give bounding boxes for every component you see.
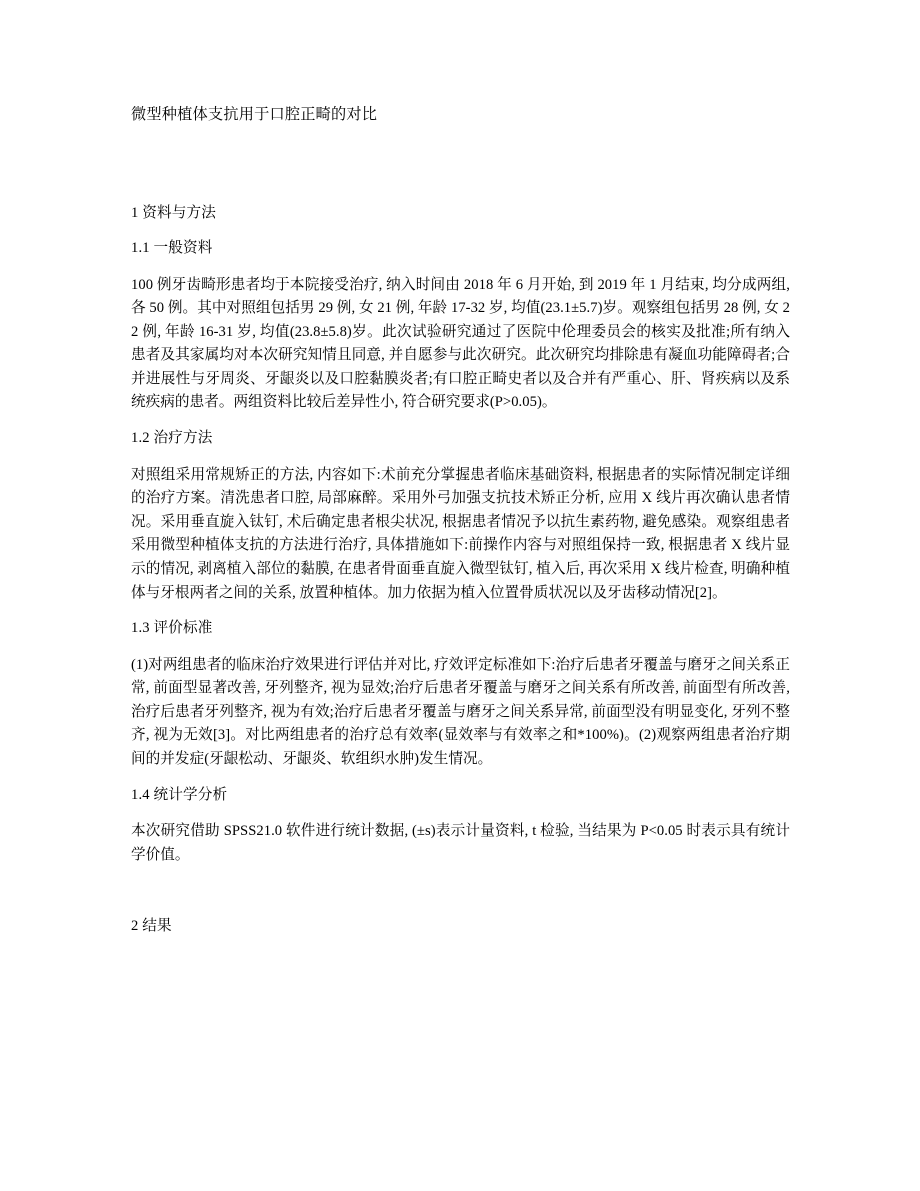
page-title: 微型种植体支抗用于口腔正畸的对比 xyxy=(131,106,378,123)
section-heading-1-1: 1.1 一般资料 xyxy=(131,240,213,256)
paragraph-1-3: (1)对两组患者的临床治疗效果进行评估并对比, 疗效评定标准如下:治疗后患者牙覆盖与磨牙之间关系正常, 前面型显著改善, 牙列整齐, 视为显效;治疗后患者牙覆盖与磨牙之间关系有所改善, 前面型有所改善, 治疗后患者牙列整齐, 视为有效;治疗后患者牙覆盖与磨牙之间关系异常, 前面型没有明显变化, 牙列不整齐, 视为无效[3]。对比两组患者的治疗总有效率(显效率与有效率之和*100%)。(2)观察两组患者治疗期间的并发症(牙龈松动、牙龈炎、软组织水肿)发生情况。 xyxy=(131,656,790,767)
document-content xyxy=(131,0,790,939)
section-heading-1-2: 1.2 治疗方法 xyxy=(131,430,213,447)
section-heading-1-3: 1.3 评价标准 xyxy=(131,620,213,637)
paragraph-1-2: 对照组采用常规矫正的方法, 内容如下:术前充分掌握患者临床基础资料, 根据患者的实际情况制定详细的治疗方案。清洗患者口腔, 局部麻醉。采用外弓加强支抗技术矫正分析, 应用 X 线片再次确认患者情况。采用垂直旋入钛钉, 术后确定患者根尖状况, 根据患者情况予以抗生素药物, 避免感染。观察组患者采用微型种植体支抗的方法进行治疗, 具体措施如下:前操作内容与对照组保持一致, 根据患者 X 线片显示的情况, 剥离植入部位的黏膜, 在患者骨面垂直旋入微型钛钉, 植入后, 再次采用 X 线片检查, 明确种植体与牙根两者之间的关系, 放置种植体。加力依据为植入位置骨质状况以及牙齿移动情况[2]。 xyxy=(131,466,790,601)
section-heading-1: 1 资料与方法 xyxy=(131,204,216,221)
paragraph-1-1: 100 例牙齿畸形患者均于本院接受治疗, 纳入时间由 2018 年 6 月开始, 到 2019 年 1 月结束, 均分成两组, 各 50 例。其中对照组包括男 29 例, 女 21 例, 年龄 17-32 岁, 均值(23.1±5.7)岁。观察组包括男 28 例, 女 22 例, 年龄 16-31 岁, 均值(23.8±5.8)岁。此次试验研究通过了医院中伦理委员会的核实及批准;所有纳入患者及其家属均对本次研究知情且同意, 并自愿参与此次研究。此次研究均排除患有凝血功能障碍者;合并进展性与牙周炎、牙龈炎以及口腔黏膜炎者;有口腔正畸史者以及合并有严重心、肝、肾疾病以及系统疾病的患者。两组资料比较后差异性小, 符合研究要求(P>0.05)。 xyxy=(131,276,790,411)
section-heading-2: 2 结果 xyxy=(131,918,172,935)
paragraph-1-4: 本次研究借助 SPSS21.0 软件进行统计数据, (±s)表示计量资料, t 检验, 当结果为 P<0.05 时表示具有统计学价值。 xyxy=(131,823,790,863)
section-heading-1-4: 1.4 统计学分析 xyxy=(131,786,228,803)
